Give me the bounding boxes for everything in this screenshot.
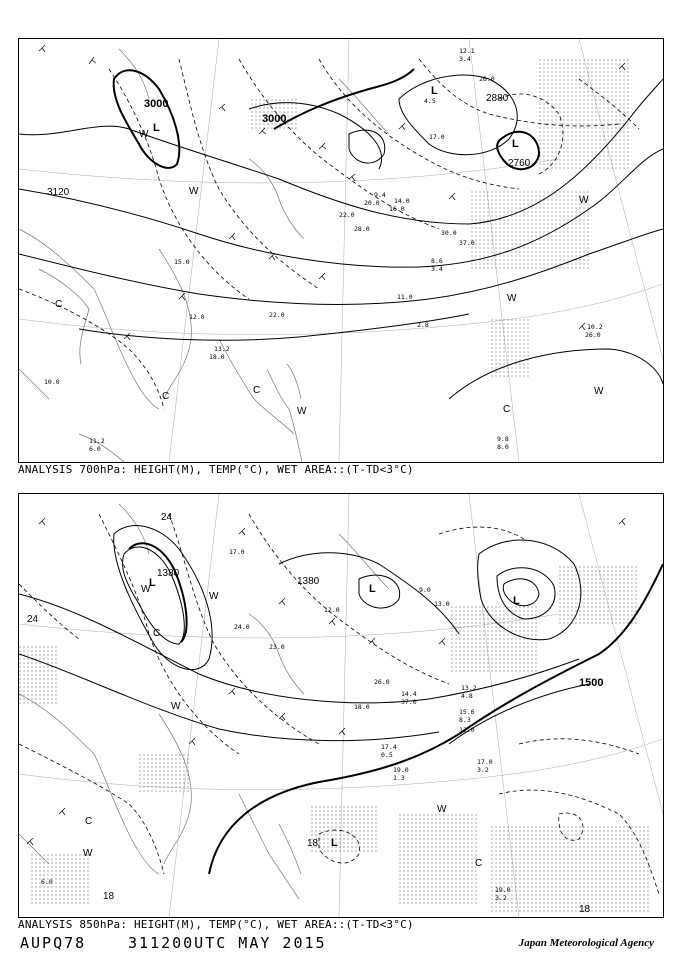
station-value: 15.6 (459, 708, 475, 716)
low-pressure-marker: L (512, 138, 519, 150)
station-value: 13.0 (434, 600, 450, 608)
station-value: 4.8 (461, 692, 473, 700)
station-value: 3.2 (495, 894, 507, 902)
cold-marker: C (503, 404, 511, 415)
station-value: 17.0 (429, 133, 445, 141)
station-value: 17.0 (229, 548, 245, 556)
station-value: 6.0 (89, 445, 101, 453)
station-value: 6.0 (41, 878, 53, 886)
warm-marker: W (297, 406, 307, 417)
station-value: 3.4 (459, 55, 471, 63)
station-value: 8.0 (497, 443, 509, 451)
contour-label-3120: 3120 (47, 187, 70, 198)
station-value: 13.2 (214, 345, 230, 353)
warm-marker: W (437, 804, 447, 815)
cold-marker: C (85, 816, 93, 827)
station-value: 12.1 (459, 47, 475, 55)
contour-label-24: 24 (161, 512, 173, 523)
station-value: 22.0 (339, 211, 355, 219)
station-value: 0.5 (381, 751, 393, 759)
station-value: 26.0 (585, 331, 601, 339)
contour-label-18: 18 (579, 904, 591, 915)
station-value: 9.0 (419, 586, 431, 594)
station-value: 19.0 (495, 886, 511, 894)
coastlines (19, 49, 389, 462)
map-panel-700hpa (18, 38, 664, 463)
station-value: 26.0 (479, 75, 495, 83)
station-value: 11.0 (397, 293, 413, 301)
station-value: 8.6 (431, 257, 443, 265)
station-value: 37.0 (401, 698, 417, 706)
contour-label-3000-b: 3000 (262, 113, 287, 125)
station-value: 2.8 (417, 321, 429, 329)
low-pressure-marker: L (513, 595, 520, 607)
station-value: 1.3 (393, 774, 405, 782)
station-value: 22.0 (269, 311, 285, 319)
low-pressure-marker: L (431, 85, 438, 97)
low-pressure-marker: L (153, 122, 160, 134)
station-value: 24.0 (234, 623, 250, 631)
wind-barbs (27, 518, 625, 845)
low-pressure-marker: L (331, 837, 338, 849)
station-value: 26.0 (374, 678, 390, 686)
contour-label-18: 18 (307, 838, 319, 849)
contour-label-18: 18 (103, 891, 115, 902)
wet-area-stipple (249, 59, 629, 379)
station-value: 16.0 (389, 205, 405, 213)
station-value: 4.5 (424, 97, 436, 105)
station-value: 12.0 (189, 313, 205, 321)
station-value: 3.4 (431, 265, 443, 273)
station-value: 19.0 (393, 766, 409, 774)
station-value: 9.4 (374, 191, 386, 199)
station-value: 12.0 (324, 606, 340, 614)
contour-label-24: 24 (27, 614, 39, 625)
station-value: 15.0 (174, 258, 190, 266)
station-value: 9.8 (497, 435, 509, 443)
cold-marker: C (55, 299, 63, 310)
warm-marker: W (579, 195, 589, 206)
station-value: 37.0 (459, 239, 475, 247)
station-value: 28.0 (354, 225, 370, 233)
station-value: 30.0 (441, 229, 457, 237)
warm-marker: W (189, 186, 199, 197)
warm-marker: W (139, 129, 149, 140)
station-value: 12.0 (459, 726, 475, 734)
chart-code: AUPQ78 (20, 934, 87, 952)
station-value: 14.0 (394, 197, 410, 205)
cold-marker: C (153, 628, 161, 639)
low-pressure-marker: L (369, 583, 376, 595)
warm-marker: W (83, 848, 93, 859)
station-value: 17.4 (381, 743, 397, 751)
station-value: 11.2 (89, 437, 105, 445)
station-value: 18.0 (209, 353, 225, 361)
station-value: 20.0 (364, 199, 380, 207)
warm-marker: W (209, 591, 219, 602)
station-value: 17.0 (477, 758, 493, 766)
station-value: 8.3 (459, 716, 471, 724)
station-value: 10.2 (587, 323, 603, 331)
station-value: 10.0 (44, 378, 60, 386)
warm-marker: W (141, 584, 151, 595)
panel-caption-850hpa: ANALYSIS 850hPa: HEIGHT(M), TEMP(°C), WET AREA::(T-TD<3°C) (18, 918, 414, 931)
map-850hpa-svg (19, 494, 663, 917)
cold-marker: W (594, 386, 604, 397)
contour-label-3000-a: 3000 (144, 98, 169, 110)
station-value: 14.4 (401, 690, 417, 698)
analysis-time: 311200UTC MAY 2015 (128, 934, 327, 952)
station-value: 13.2 (461, 684, 477, 692)
map-panel-850hpa (18, 493, 664, 918)
cold-marker: C (253, 385, 261, 396)
contour-label-1380-a: 1380 (157, 568, 180, 579)
contour-label-2760: 2760 (508, 158, 531, 169)
panel-caption-700hpa: ANALYSIS 700hPa: HEIGHT(M), TEMP(°C), WET AREA::(T-TD<3°C) (18, 463, 414, 476)
contour-label-1500: 1500 (579, 677, 604, 689)
agency-name: Japan Meteorological Agency (518, 937, 654, 949)
warm-marker: W (171, 701, 181, 712)
station-value: 18.0 (354, 703, 370, 711)
cold-marker: C (162, 391, 170, 402)
station-value: 23.0 (269, 643, 285, 651)
contour-label-1380-b: 1380 (297, 576, 320, 587)
map-700hpa-svg (19, 39, 663, 462)
contour-label-2880: 2880 (486, 93, 509, 104)
warm-marker: W (507, 293, 517, 304)
low-pressure-marker: L (149, 577, 156, 589)
station-value: 3.2 (477, 766, 489, 774)
cold-marker: C (475, 858, 483, 869)
